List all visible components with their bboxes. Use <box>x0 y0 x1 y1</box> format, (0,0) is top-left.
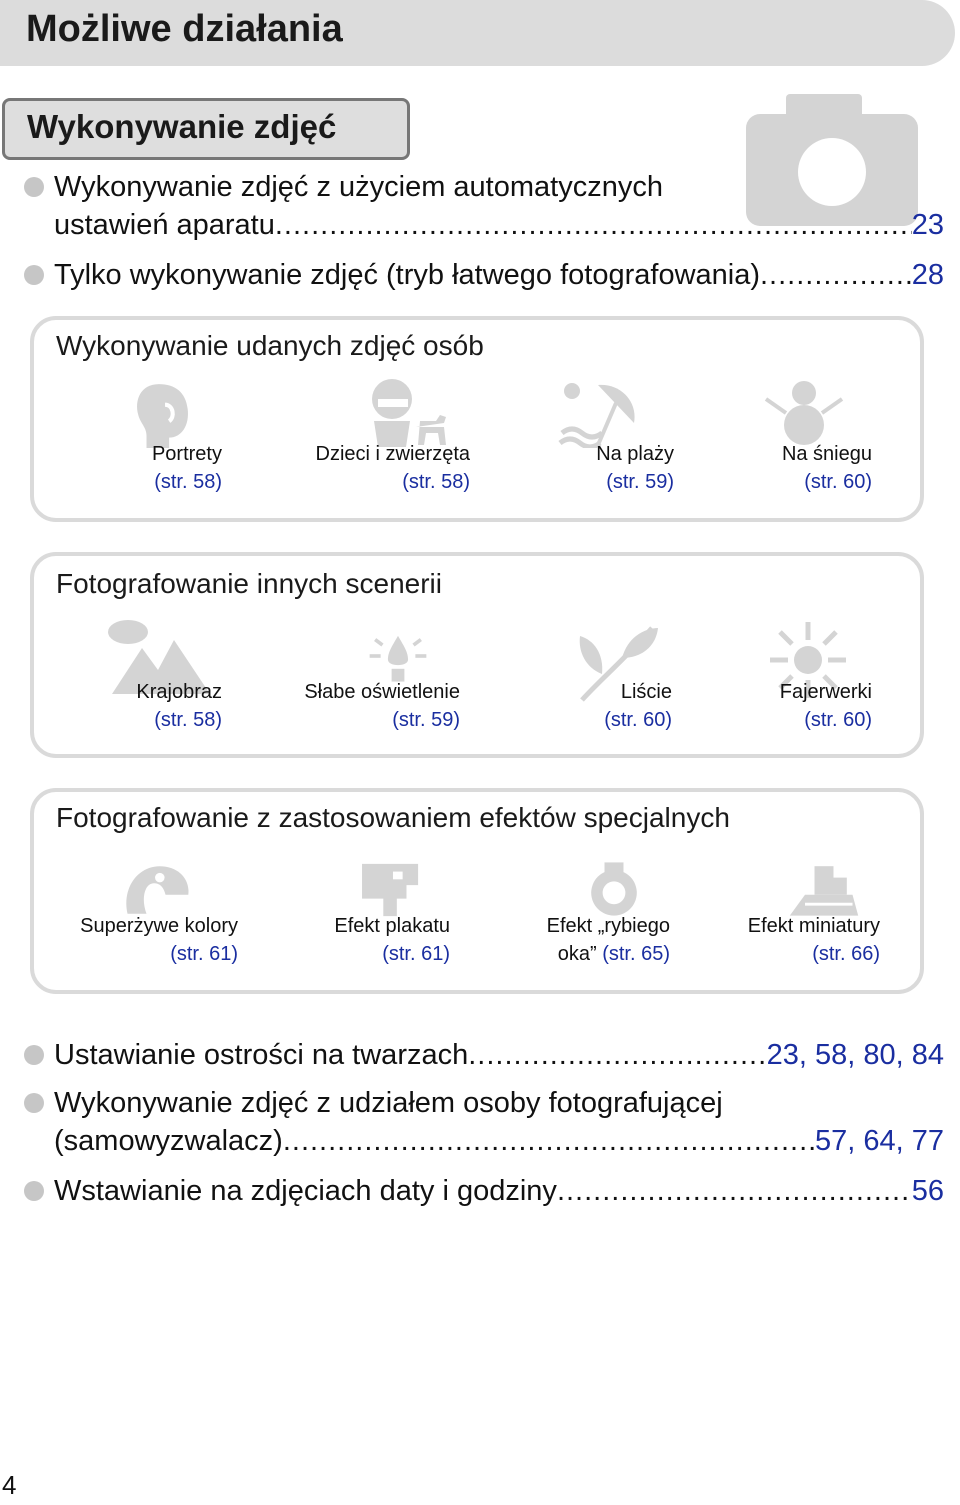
page-ref[interactable]: (str. 66) <box>812 943 880 965</box>
item-text-cont: ustawień aparatu <box>54 209 275 241</box>
leader-dots <box>557 1172 912 1210</box>
scene-tile-foliage[interactable]: Liście (str. 60) <box>560 678 672 734</box>
bullet-icon <box>24 1093 44 1113</box>
page-ref[interactable]: (str. 60) <box>804 709 872 731</box>
bullet-icon <box>24 1181 44 1201</box>
scene-tile-kids-pets[interactable]: Dzieci i zwierzęta (str. 58) <box>270 440 470 496</box>
poster-effect-icon <box>358 860 426 918</box>
item-text: Ustawianie ostrości na twarzach <box>54 1039 469 1071</box>
page-ref[interactable]: (str. 61) <box>170 943 238 965</box>
page-ref[interactable]: (str. 59) <box>392 709 460 731</box>
page-ref[interactable]: (str. 60) <box>804 471 872 493</box>
beach-icon <box>558 376 648 448</box>
item-text: Wykonywanie zdjęć z użyciem automatycznych <box>54 171 663 203</box>
low-light-icon <box>366 628 430 684</box>
page-ref[interactable]: (str. 58) <box>402 471 470 493</box>
scene-tile-portrait[interactable]: Portrety (str. 58) <box>100 440 222 496</box>
scene-tile-landscape[interactable]: Krajobraz (str. 58) <box>100 678 222 734</box>
page-ref[interactable]: (str. 65) <box>602 943 670 965</box>
page-title: Możliwe działania <box>26 8 343 50</box>
effect-tile-fisheye[interactable]: Efekt „rybiego oka” (str. 65) <box>500 912 670 968</box>
page-ref[interactable]: (str. 61) <box>382 943 450 965</box>
box-title: Fotografowanie z zastosowaniem efektów specjalnych <box>56 802 730 833</box>
leader-dots <box>760 256 912 294</box>
snow-icon <box>760 376 850 448</box>
bullet-icon <box>24 1045 44 1065</box>
super-vivid-icon <box>118 860 194 918</box>
page-link[interactable]: 57, 64, 77 <box>815 1125 944 1157</box>
bullet-icon <box>24 177 44 197</box>
scene-tile-snow[interactable]: Na śniegu (str. 60) <box>760 440 872 496</box>
scene-tile-beach[interactable]: Na plaży (str. 59) <box>540 440 674 496</box>
item-text-cont: (samowyzwalacz) <box>54 1125 283 1157</box>
page-ref[interactable]: (str. 60) <box>604 709 672 731</box>
effect-tile-poster[interactable]: Efekt plakatu (str. 61) <box>300 912 450 968</box>
leader-dots <box>283 1122 815 1160</box>
page-link[interactable]: 56 <box>911 1175 944 1207</box>
box-title: Fotografowanie innych scenerii <box>56 568 442 599</box>
item-text: Wykonywanie zdjęć z udziałem osoby fotografującej <box>54 1087 723 1119</box>
fisheye-icon <box>576 860 652 918</box>
scene-tile-low-light[interactable]: Słabe oświetlenie (str. 59) <box>270 678 460 734</box>
miniature-icon <box>786 860 862 918</box>
item-text: Wstawianie na zdjęciach daty i godziny <box>54 1175 557 1207</box>
leader-dots <box>275 206 912 244</box>
effect-tile-miniature[interactable]: Efekt miniatury (str. 66) <box>720 912 880 968</box>
page-ref[interactable]: (str. 59) <box>606 471 674 493</box>
section-tab <box>2 98 410 160</box>
page-link[interactable]: 23 <box>911 209 944 241</box>
leader-dots <box>468 1036 766 1074</box>
page-link[interactable]: 23, 58, 80, 84 <box>766 1039 944 1071</box>
page-link[interactable]: 28 <box>911 259 944 291</box>
scene-tile-fireworks[interactable]: Fajerwerki (str. 60) <box>760 678 872 734</box>
page-number: 4 <box>2 1470 17 1500</box>
bullet-icon <box>24 265 44 285</box>
page-ref[interactable]: (str. 58) <box>154 471 222 493</box>
page-header <box>0 0 955 66</box>
effect-tile-super-vivid[interactable]: Superżywe kolory (str. 61) <box>58 912 238 968</box>
box-title: Wykonywanie udanych zdjęć osób <box>56 330 484 361</box>
kids-pets-icon <box>360 376 450 448</box>
section-title: Wykonywanie zdjęć <box>27 108 337 145</box>
page-ref[interactable]: (str. 58) <box>154 709 222 731</box>
item-text: Tylko wykonywanie zdjęć (tryb łatwego fotografowania) <box>54 259 760 291</box>
